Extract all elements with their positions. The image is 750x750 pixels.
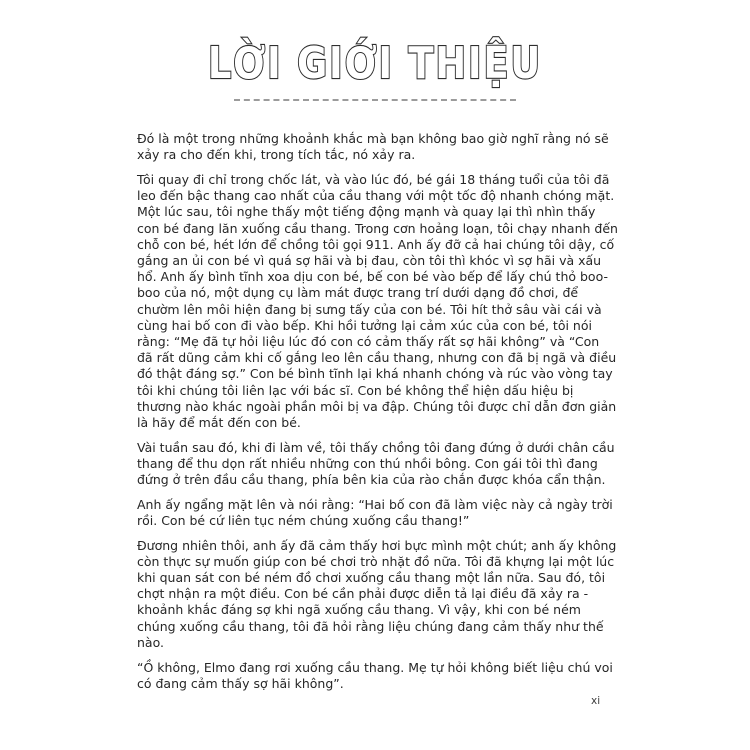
body-text	[137, 131, 618, 701]
title-area	[0, 38, 750, 89]
paragraph-1: Đó là một trong những khoảnh khắc mà bạn không bao giờ nghĩ rằng nó sẽ xảy ra cho đến khi, trong tích tắc, nó xảy ra.	[137, 131, 609, 163]
title-underline-dashed	[234, 99, 516, 101]
paragraph-4: Anh ấy ngẩng mặt lên và nói rằng: “Hai bố con đã làm việc này cả ngày trời rồi. Con bé cứ liên tục ném chúng xuống cầu thang!”	[137, 496, 613, 528]
page-number: xi	[591, 695, 601, 707]
paragraph-2: Tôi quay đi chỉ trong chốc lát, và vào lúc đó, bé gái 18 tháng tuổi của tôi đã leo đến bậc thang cao nhất của cầu thang với một tốc độ nhanh chóng mặt. Một lúc sau, tôi nghe thấy một tiếng động mạnh và quay lại thì nhìn thấy con bé đang lăn xuống cầu thang. Trong cơn hoảng loạn, tôi chạy nhanh đến chỗ con bé, hét lớn để chồng tôi gọi 911. Anh ấy đỡ cả hai chúng tôi dậy, cố gắng an ủi con bé vì quá sợ hãi và bị đau, còn tôi thì khóc vì sợ hãi và xấu hổ. Anh ấy bình tĩnh xoa dịu con bé, bế con bé vào bếp để lấy chú thỏ boo-boo của nó, một dụng cụ làm mát được trang trí dưới dạng đồ chơi, để chườm lên môi hiện đang bị sưng tấy của con bé. Tôi hít thở sâu vài cái và cùng hai bố con đi vào bếp. Khi hồi tưởng lại cảm xúc của con bé, tôi nói rằng: “Mẹ đã tự hỏi liệu lúc đó con có cảm thấy rất sợ hãi không” và “Con đã rất dũng cảm khi cố gắng leo lên cầu thang, nhưng con đã bị ngã và điều đó thật đáng sợ.” Con bé bình tĩnh lại khá nhanh chóng và rúc vào vòng tay tôi khi chúng tôi liên lạc với bác sĩ. Con bé không thể hiện dấu hiệu bị thương nào khác ngoài phần môi bị va đập. Chúng tôi được chỉ dẫn đơn giản là hãy để mắt đến con bé.	[137, 171, 618, 430]
paragraph-3: Vài tuần sau đó, khi đi làm về, tôi thấy chồng tôi đang đứng ở dưới chân cầu thang để thu dọn rất nhiều những con thú nhồi bông. Con gái tôi thì đang đứng ở trên đầu cầu thang, phía bên kia của rào chắn được khóa cẩn thận.	[137, 439, 615, 488]
paragraph-6: “Ồ không, Elmo đang rơi xuống cầu thang. Mẹ tự hỏi không biết liệu chú voi có đang cảm thấy sợ hãi không”.	[137, 659, 613, 691]
page-title: LỜI GIỚI THIỆU	[207, 38, 543, 89]
paragraph-5: Đương nhiên thôi, anh ấy đã cảm thấy hơi bực mình một chút; anh ấy không còn thực sự muốn giúp con bé chơi trò nhặt đồ nữa. Tôi đã khựng lại một lúc khi quan sát con bé ném đồ chơi xuống cầu thang một lần nữa. Sau đó, tôi chợt nhận ra một điều. Con bé cần phải được diễn tả lại điều đã xảy ra - khoảnh khắc đáng sợ khi ngã xuống cầu thang. Vì vậy, khi con bé ném chúng xuống cầu thang, tôi đã hỏi rằng liệu chúng đang cảm thấy như thế nào.	[137, 537, 617, 650]
